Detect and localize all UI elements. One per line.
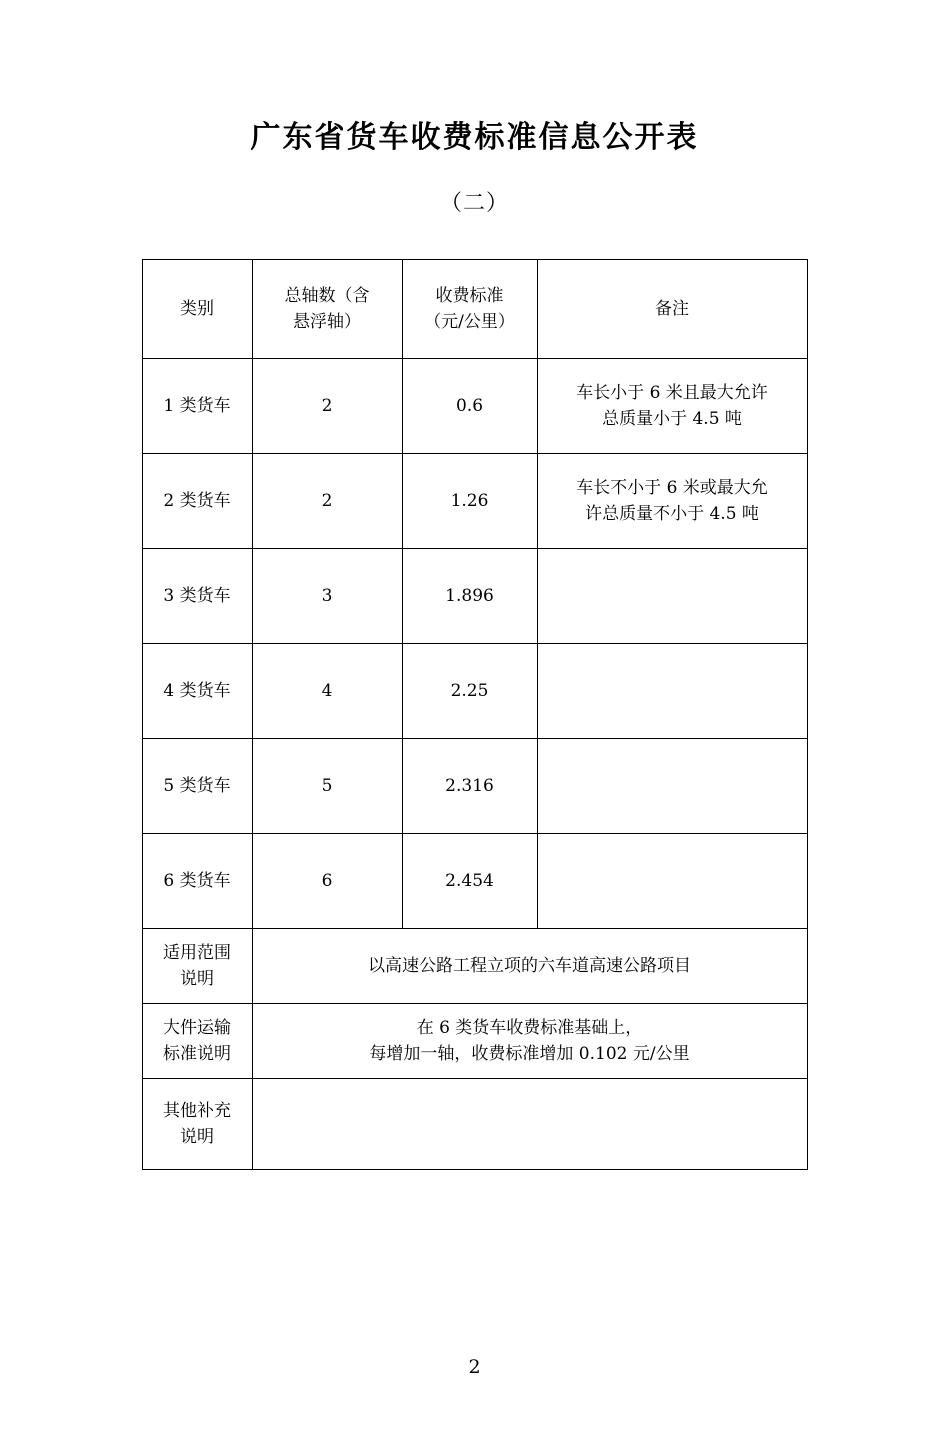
cell-fee: 1.26: [402, 454, 537, 549]
fee-table: [142, 259, 808, 1170]
header-category: 类别: [142, 260, 252, 359]
oversize-label: [142, 1004, 252, 1079]
cell-category: 3 类货车: [142, 549, 252, 644]
cell-remark-line1: 车长小于 6 米且最大允许: [576, 382, 768, 403]
other-value: [252, 1079, 807, 1170]
header-axles: [252, 260, 402, 359]
cell-category: 5 类货车: [142, 739, 252, 834]
other-row: [142, 1079, 807, 1170]
oversize-value-line2: 每增加一轴，收费标准增加 0.102 元/公里: [369, 1044, 690, 1064]
cell-fee: 2.454: [402, 834, 537, 929]
table-row: [142, 834, 807, 929]
scope-label-line1: 适用范围: [163, 942, 231, 963]
fee-table-container: [0, 259, 949, 1170]
header-fee: [402, 260, 537, 359]
cell-remark: [537, 834, 807, 929]
page-subtitle: （二）: [439, 191, 509, 216]
page-title: 广东省货车收费标准信息公开表: [250, 120, 699, 155]
table-row: [142, 644, 807, 739]
oversize-value: [252, 1004, 807, 1079]
other-label-line1: 其他补充: [163, 1100, 231, 1121]
oversize-row: [142, 1004, 807, 1079]
cell-fee: 2.316: [402, 739, 537, 834]
cell-remark: [537, 549, 807, 644]
cell-axles: 4: [252, 644, 402, 739]
cell-remark-line2: 许总质量不小于 4.5 吨: [585, 504, 759, 524]
page-number: 2: [468, 1356, 481, 1378]
cell-remark: [537, 644, 807, 739]
header-axles-line1: 总轴数（含: [284, 285, 370, 306]
scope-label-line2: 说明: [180, 969, 214, 989]
cell-fee: 2.25: [402, 644, 537, 739]
table-row: [142, 454, 807, 549]
cell-category: 6 类货车: [142, 834, 252, 929]
cell-category: 2 类货车: [142, 454, 252, 549]
oversize-label-line2: 标准说明: [163, 1044, 231, 1064]
cell-axles: 2: [252, 454, 402, 549]
header-axles-line2: 悬浮轴）: [293, 312, 361, 332]
table-row: [142, 739, 807, 834]
cell-category: 4 类货车: [142, 644, 252, 739]
cell-axles: 2: [252, 359, 402, 454]
scope-label: [142, 929, 252, 1004]
header-fee-line2: （元/公里）: [424, 312, 515, 332]
table-row: [142, 549, 807, 644]
cell-axles: 6: [252, 834, 402, 929]
cell-remark-line1: 车长不小于 6 米或最大允: [576, 477, 768, 498]
oversize-value-line1: 在 6 类货车收费标准基础上，: [416, 1017, 643, 1038]
table-header-row: [142, 260, 807, 359]
table-row: [142, 359, 807, 454]
cell-fee: 1.896: [402, 549, 537, 644]
other-label: [142, 1079, 252, 1170]
cell-remark: [537, 359, 807, 454]
cell-remark: [537, 454, 807, 549]
oversize-label-line1: 大件运输: [163, 1017, 231, 1038]
cell-remark-line2: 总质量小于 4.5 吨: [602, 409, 742, 429]
scope-value: 以高速公路工程立项的六车道高速公路项目: [252, 929, 807, 1004]
cell-fee: 0.6: [402, 359, 537, 454]
scope-row: [142, 929, 807, 1004]
cell-axles: 5: [252, 739, 402, 834]
document-page: [0, 112, 949, 1456]
cell-remark: [537, 739, 807, 834]
cell-category: 1 类货车: [142, 359, 252, 454]
other-label-line2: 说明: [180, 1127, 214, 1147]
cell-axles: 3: [252, 549, 402, 644]
header-fee-line1: 收费标准: [435, 285, 504, 306]
header-remark: 备注: [537, 260, 807, 359]
